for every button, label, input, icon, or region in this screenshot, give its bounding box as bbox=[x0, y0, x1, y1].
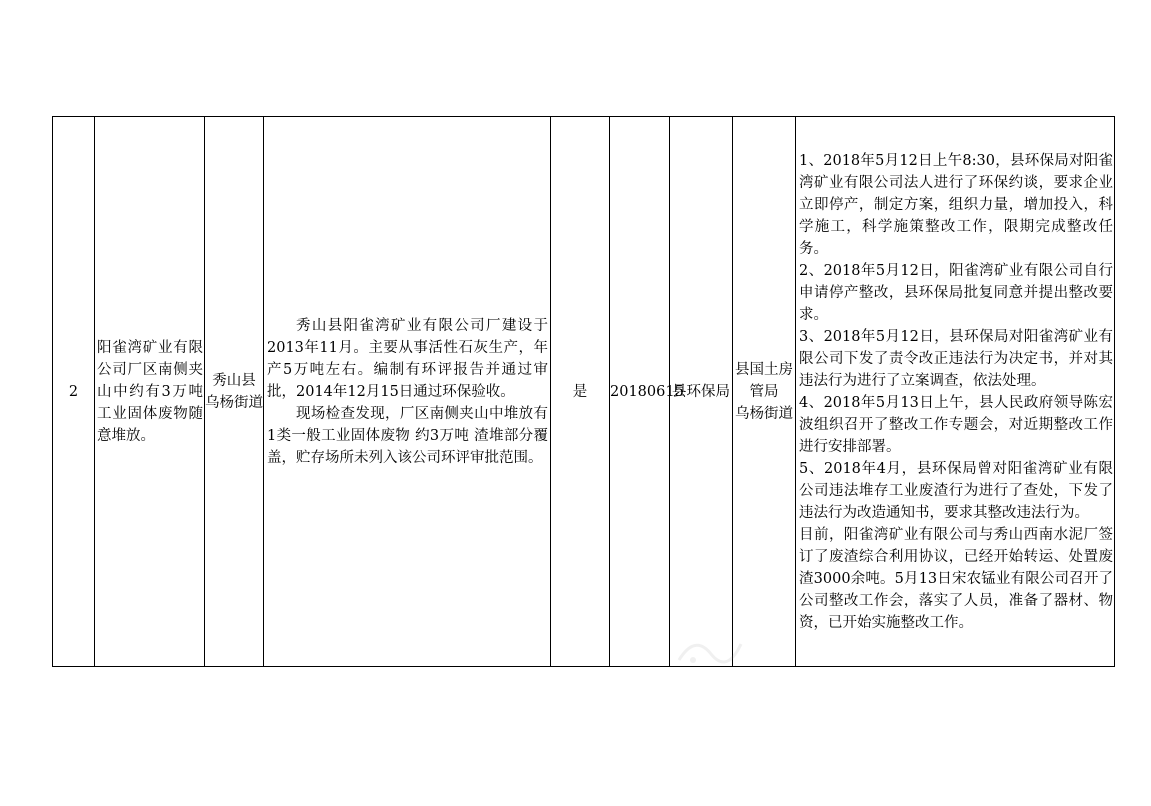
table-row bbox=[53, 117, 1115, 667]
supervisor-cell bbox=[733, 117, 796, 667]
description-cell bbox=[264, 117, 551, 667]
progress-item-5: 5、2018年4月，县环保局曾对阳雀湾矿业有限公司违法堆存工业废渣行为进行了查处，下发了违法行为改造通知书，要求其整改违法行为。 bbox=[799, 460, 1113, 521]
location-street: 乌杨街道 bbox=[205, 394, 263, 411]
supervisor-line-1: 县国土房 bbox=[735, 361, 793, 378]
progress-cell bbox=[796, 117, 1115, 667]
supervisor-line-2: 管局 bbox=[749, 383, 779, 400]
location-cell bbox=[205, 117, 264, 667]
responsible-unit-cell: 县环保局 bbox=[670, 117, 733, 667]
watermark-mark bbox=[675, 630, 745, 668]
issue-cell: 阳雀湾矿业有限公司厂区南侧夹山中约有3万吨工业固体废物随意堆放。 bbox=[95, 117, 205, 667]
report-table bbox=[52, 116, 1115, 667]
description-paragraph-2: 现场检查发现，厂区南侧夹山中堆放有1类一般工业固体废物 约3万吨 渣堆部分覆盖，贮存场所未列入该公司环评审批范围。 bbox=[267, 405, 548, 466]
progress-summary: 目前，阳雀湾矿业有限公司与秀山西南水泥厂签订了废渣综合利用协议，已经开始转运、处置废渣3000余吨。5月13日宋农锰业有限公司召开了公司整改工作会，落实了人员，准备了器材、物资，已开始实施整改工作。 bbox=[799, 526, 1113, 631]
progress-item-2: 2、2018年5月12日，阳雀湾矿业有限公司自行申请停产整改，县环保局批复同意并提出整改要求。 bbox=[799, 262, 1113, 323]
progress-item-1: 1、2018年5月12日上午8:30，县环保局对阳雀湾矿业有限公司法人进行了环保约谈，要求企业立即停产，制定方案，组织力量，增加投入，科学施工，科学施策整改工作，限期完成整改任务。 bbox=[799, 152, 1113, 257]
verified-cell: 是 bbox=[551, 117, 610, 667]
date-cell: 20180615 bbox=[610, 117, 670, 667]
supervisor-line-3: 乌杨街道 bbox=[735, 405, 793, 422]
progress-item-3: 3、2018年5月12日，县环保局对阳雀湾矿业有限公司下发了责令改正违法行为决定书，并对其违法行为进行了立案调查，依法处理。 bbox=[799, 328, 1113, 389]
description-paragraph-1: 秀山县阳雀湾矿业有限公司厂建设于2013年11月。主要从事活性石灰生产，年产5万吨左右。编制有环评报告并通过审批，2014年12月15日通过环保验收。 bbox=[267, 317, 548, 400]
row-number: 2 bbox=[53, 117, 95, 667]
location-county: 秀山县 bbox=[212, 372, 256, 389]
progress-item-4: 4、2018年5月13日上午，县人民政府领导陈宏波组织召开了整改工作专题会，对近期整改工作进行安排部署。 bbox=[799, 394, 1113, 455]
